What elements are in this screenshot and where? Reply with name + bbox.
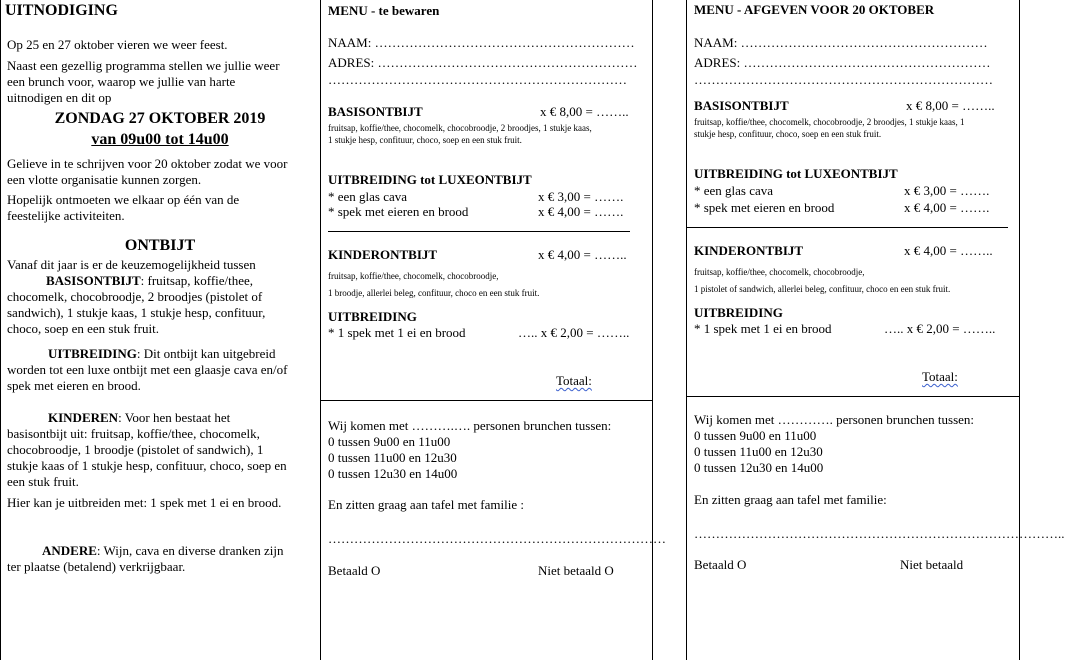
section-divider [687, 227, 1008, 228]
uitbreiding-description-line: worden tot een luxe ontbijt met een glaasje cava en/of [7, 362, 288, 377]
section-divider [321, 400, 652, 401]
basis-title: BASISONTBIJT [328, 104, 423, 119]
intro-paragraph-line: uitnodigen en dit op [7, 90, 112, 105]
uitbreiding-kind-title: UITBREIDING [328, 309, 417, 324]
closing-line: feestelijke activiteiten. [7, 208, 125, 223]
ontbijt-heading: ONTBIJT [124, 237, 196, 254]
left-border [0, 0, 1, 660]
basis-price: x € 8,00 = …….. [540, 104, 629, 119]
kinderen-description-line: KINDEREN: Voor hen bestaat het [48, 410, 231, 425]
invitation-title: UITNODIGING [5, 2, 118, 19]
menu-submit-title: MENU - AFGEVEN VOOR 20 OKTOBER [694, 2, 935, 17]
time-option-2[interactable]: 0 tussen 11u00 en 12u30 [328, 450, 457, 465]
option-kind-spek-price: ….. x € 2,00 = …….. [884, 321, 996, 336]
basis-desc-line: fruitsap, koffie/thee, chocomelk, chocobroodje, 2 broodjes, 1 stukje kaas, 1 [694, 117, 965, 127]
kinder-price: x € 4,00 = …….. [904, 243, 993, 258]
kinder-desc-line: fruitsap, koffie/thee, chocomelk, chocobroodje, [694, 267, 865, 277]
option-kind-spek-price: ….. x € 2,00 = …….. [518, 325, 630, 340]
registration-line: Gelieve in te schrijven voor 20 oktober zodat we voor [7, 156, 288, 171]
basis-description-line: chocomelk, chocobroodje, 2 broodjes (pistolet of [7, 289, 263, 304]
kinderen-description-line: stukje kaas of 1 stukje hesp, confituur, choco, soep en [7, 458, 287, 473]
time-option-2[interactable]: 0 tussen 11u00 en 12u30 [694, 444, 823, 459]
kinderen-extra: Hier kan je uitbreiden met: 1 spek met 1 ei en brood. [7, 495, 282, 510]
basis-description-line: choco, soep en een stuk fruit. [7, 321, 159, 336]
time-option-1[interactable]: 0 tussen 9u00 en 11u00 [694, 428, 817, 443]
event-date: ZONDAG 27 OKTOBER 2019 [54, 110, 266, 127]
andere-description-line: ANDERE: Wijn, cava en diverse dranken zijn [42, 543, 284, 558]
familie-field[interactable]: …………………………………………………………………… [328, 531, 666, 546]
section-divider [687, 396, 1019, 397]
kinderen-description-line: een stuk fruit. [7, 474, 79, 489]
familie-label: En zitten graag aan tafel met familie: [694, 492, 887, 507]
time-option-3[interactable]: 0 tussen 12u30 en 14u00 [328, 466, 458, 481]
niet-betaald-option[interactable]: Niet betaald O [538, 563, 614, 578]
basis-description-line: sandwich), 1 stukje kaas, 1 stukje hesp, confituur, [7, 305, 266, 320]
time-option-3[interactable]: 0 tussen 12u30 en 14u00 [694, 460, 824, 475]
familie-field[interactable]: ………………………………………………………………………….. [694, 526, 1065, 541]
ontbijt-intro: Vanaf dit jaar is er de keuzemogelijkheid tussen [7, 257, 256, 272]
basis-desc-line: stukje hesp, confituur, choco, soep en een stuk fruit. [694, 129, 882, 139]
kinderen-description-line: chocobroodje, 1 broodje (pistolet of sandwich), 1 [7, 442, 264, 457]
intro-paragraph-line: Naast een gezellig programma stellen we jullie weer [7, 58, 280, 73]
kinder-price: x € 4,00 = …….. [538, 247, 627, 262]
time-option-1[interactable]: 0 tussen 9u00 en 11u00 [328, 434, 451, 449]
basis-description-line: BASISONTBIJT: fruitsap, koffie/thee, [46, 273, 254, 288]
event-time: van 09u00 tot 14u00 [91, 131, 229, 148]
option-kind-spek: * 1 spek met 1 ei en brood [694, 321, 832, 336]
option-spek: * spek met eieren en brood [328, 204, 469, 219]
kinder-desc-line: 1 broodje, allerlei beleg, confituur, choco en een stuk fruit. [328, 288, 540, 298]
naam-field[interactable]: NAAM: …………………………………………………… [328, 35, 635, 50]
kinder-title: KINDERONTBIJT [328, 247, 438, 262]
naam-field[interactable]: NAAM: ………………………………………………… [694, 35, 988, 50]
option-cava-price: x € 3,00 = ……. [538, 189, 624, 204]
column-divider-2 [652, 0, 653, 660]
registration-line: een vlotte organisatie kunnen zorgen. [7, 172, 202, 187]
intro-paragraph-line: een brunch voor, waarop we jullie van harte [7, 74, 236, 89]
option-cava-price: x € 3,00 = ……. [904, 183, 990, 198]
option-spek: * spek met eieren en brood [694, 200, 835, 215]
totaal-label: Totaal: [556, 373, 592, 388]
niet-betaald-option[interactable]: Niet betaald [900, 557, 964, 572]
andere-description-line: ter plaatse (betalend) verkrijgbaar. [7, 559, 186, 574]
adres-field[interactable]: ADRES: ………………………………………………… [694, 55, 991, 70]
uitbreiding-description-line: UITBREIDING: Dit ontbijt kan uitgebreid [48, 346, 276, 361]
section-divider [328, 231, 630, 232]
kinderen-description-line: basisontbijt uit: fruitsap, koffie/thee, chocomelk, [7, 426, 260, 441]
komen-line[interactable]: Wij komen met …………. personen brunchen tussen: [694, 412, 975, 427]
betaald-option[interactable]: Betaald O [694, 557, 747, 572]
option-kind-spek: * 1 spek met 1 ei en brood [328, 325, 466, 340]
uitbreiding-description-line: spek met eieren en brood. [7, 378, 141, 393]
option-cava: * een glas cava [694, 183, 774, 198]
basis-desc-line: fruitsap, koffie/thee, chocomelk, chocobroodje, 2 broodjes, 1 stukje kaas, [328, 123, 592, 133]
uitbreiding-luxe-title: UITBREIDING tot LUXEONTBIJT [694, 166, 898, 181]
closing-line: Hopelijk ontmoeten we elkaar op één van de [7, 192, 240, 207]
uitbreiding-luxe-title: UITBREIDING tot LUXEONTBIJT [328, 172, 532, 187]
address-continuation-field[interactable]: …………………………………………………………… [328, 72, 627, 87]
komen-line[interactable]: Wij komen met ……….…. personen brunchen tussen: [328, 418, 612, 433]
column-divider-3 [686, 0, 687, 660]
option-cava: * een glas cava [328, 189, 408, 204]
column-divider-1 [320, 0, 321, 660]
kinder-desc-line: 1 pistolet of sandwich, allerlei beleg, confituur, choco en een stuk fruit. [694, 284, 951, 294]
uitbreiding-kind-title: UITBREIDING [694, 305, 783, 320]
betaald-option[interactable]: Betaald O [328, 563, 381, 578]
basis-title: BASISONTBIJT [694, 98, 789, 113]
right-border [1019, 0, 1020, 660]
address-continuation-field[interactable]: …………………………………………………………… [694, 72, 993, 87]
option-spek-price: x € 4,00 = ……. [904, 200, 990, 215]
option-spek-price: x € 4,00 = ……. [538, 204, 624, 219]
menu-keep-title: MENU - te bewaren [328, 3, 440, 18]
basis-desc-line: 1 stukje hesp, confituur, choco, soep en een stuk fruit. [328, 135, 522, 145]
totaal-label: Totaal: [922, 369, 958, 384]
basis-price: x € 8,00 = …….. [906, 98, 995, 113]
kinder-desc-line: fruitsap, koffie/thee, chocomelk, chocobroodje, [328, 271, 499, 281]
intro-line: Op 25 en 27 oktober vieren we weer feest. [7, 37, 228, 52]
adres-field[interactable]: ADRES: …………………………………………………… [328, 55, 638, 70]
familie-label: En zitten graag aan tafel met familie : [328, 497, 524, 512]
kinder-title: KINDERONTBIJT [694, 243, 804, 258]
